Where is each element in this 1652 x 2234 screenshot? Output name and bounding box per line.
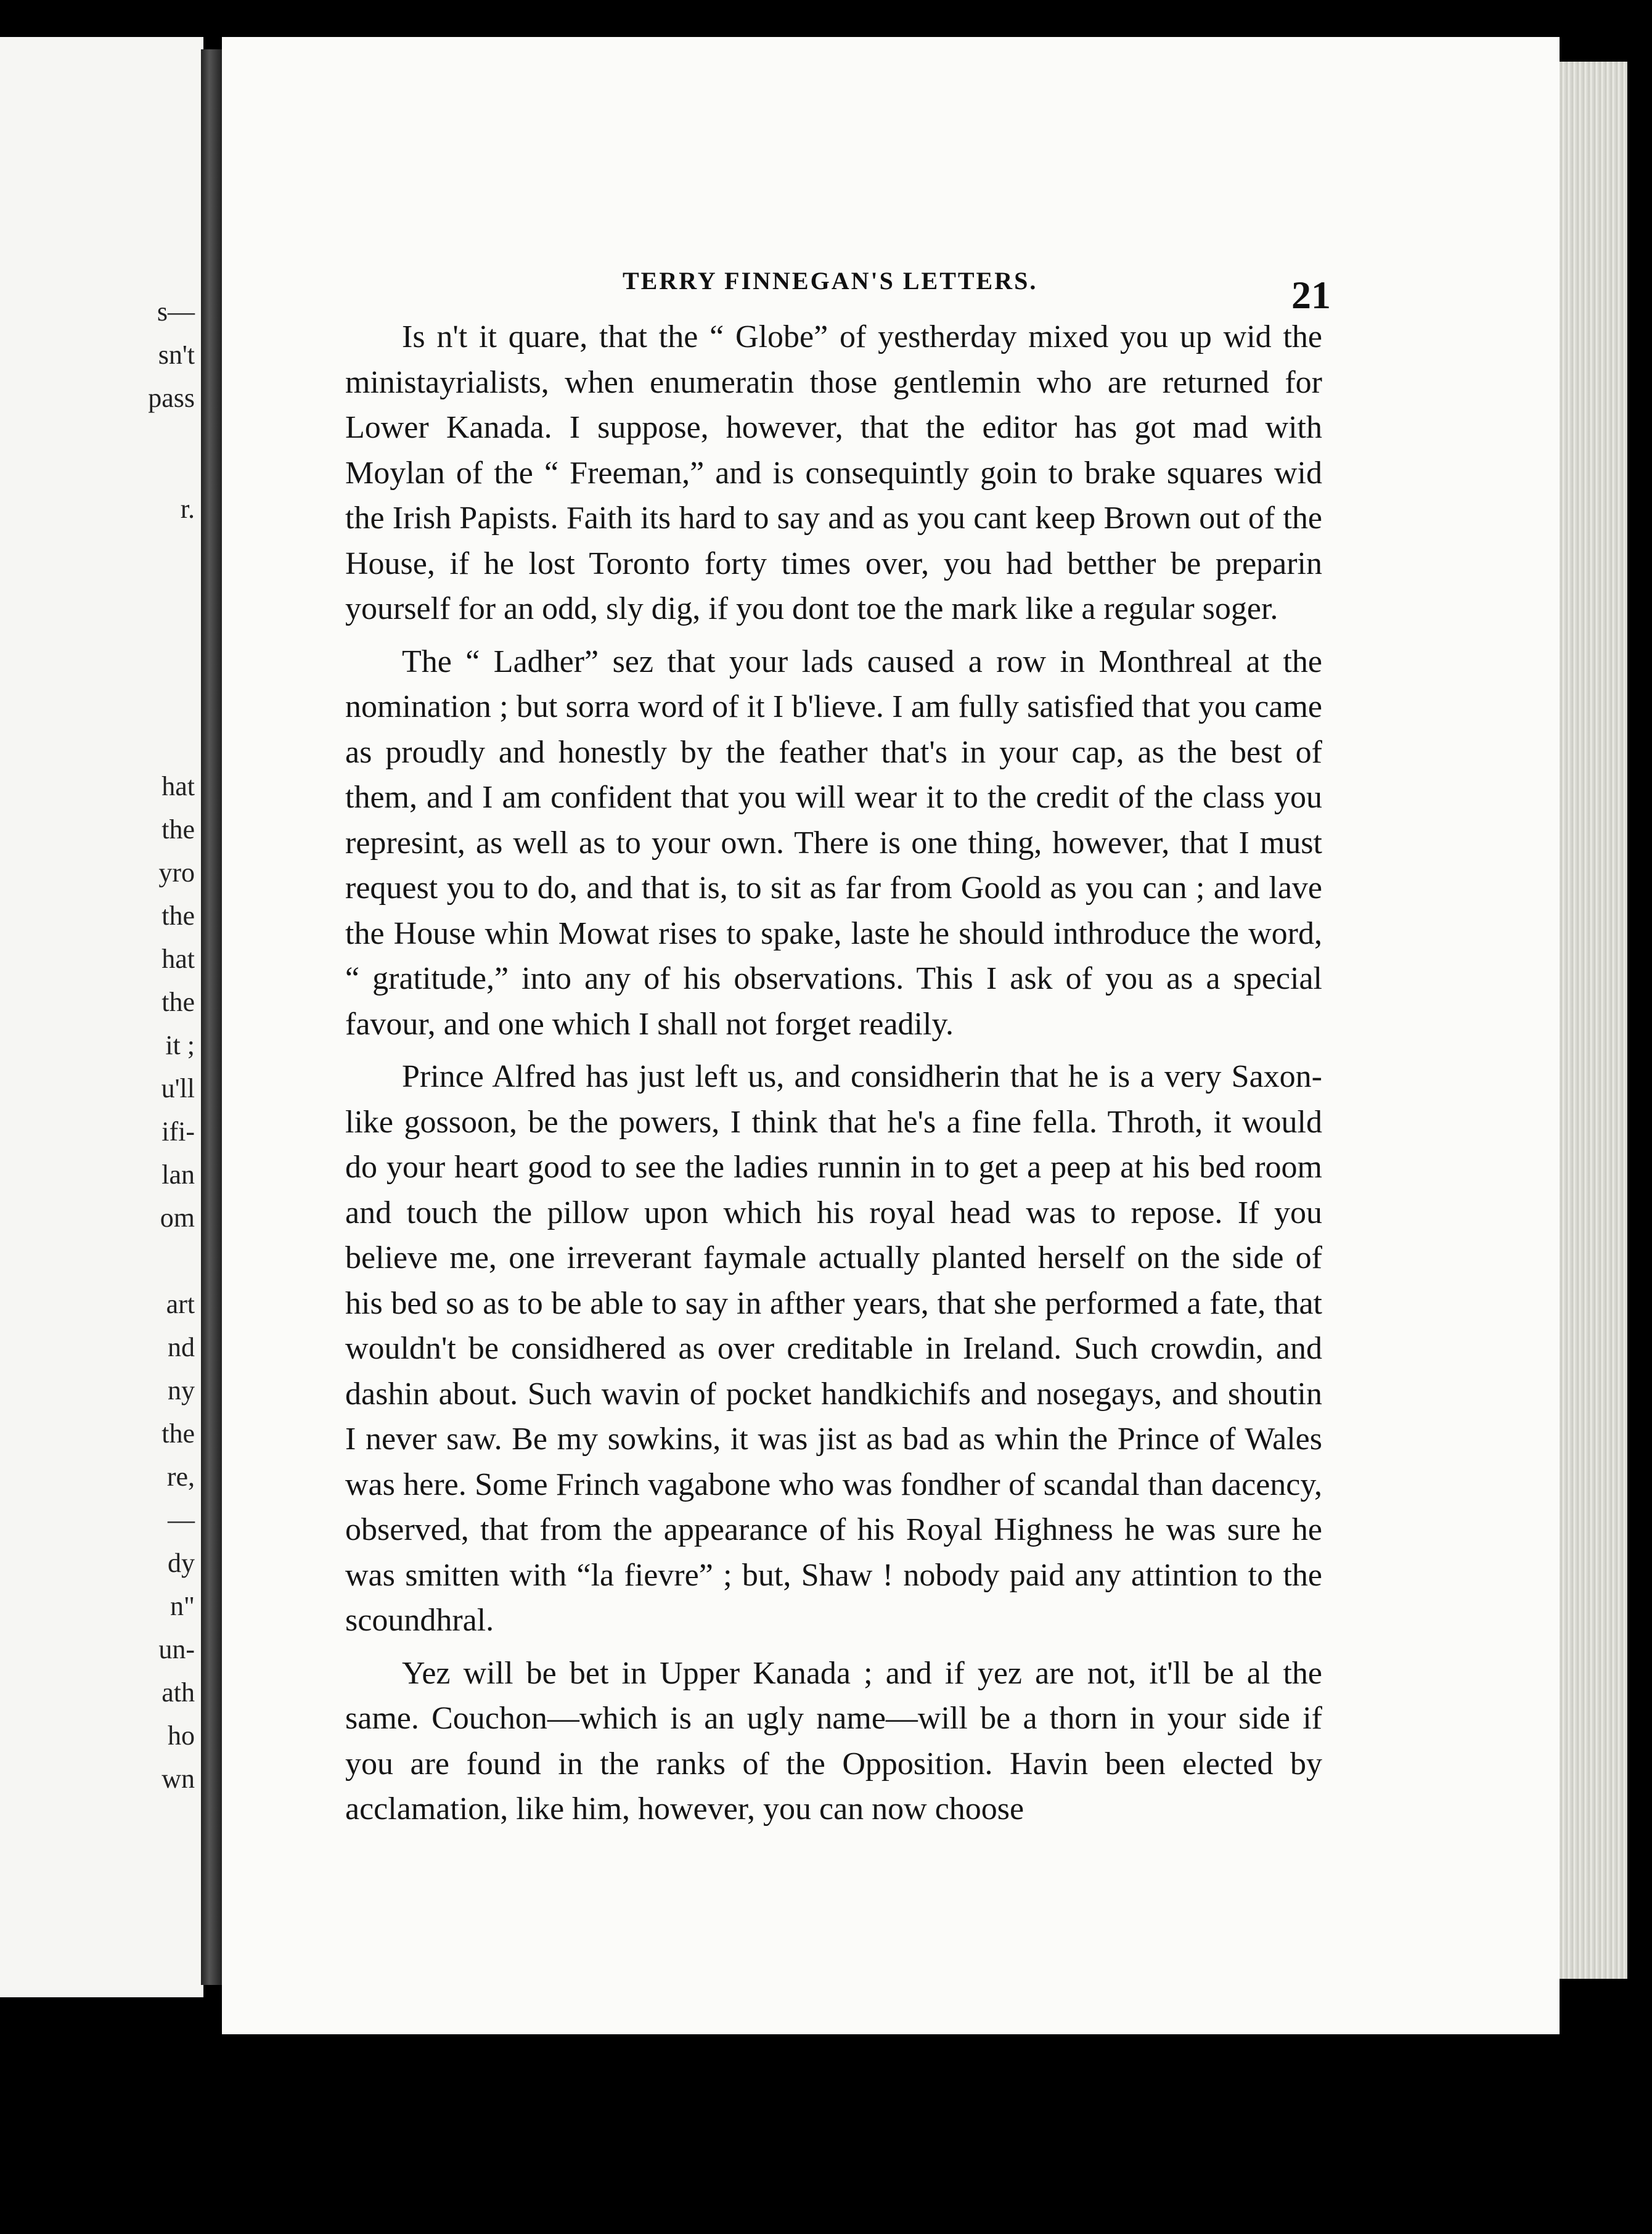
left-page-fragment: n" <box>170 1591 195 1621</box>
left-page-fragment: lan <box>162 1160 195 1190</box>
left-page-fragment: it ; <box>165 1030 195 1060</box>
left-page-fragment: ny <box>168 1375 195 1405</box>
left-page-fragments <box>0 37 203 1997</box>
left-page-fragment: the <box>162 901 195 931</box>
left-page <box>0 37 203 1997</box>
running-head: TERRY FINNEGAN'S LETTERS. <box>623 267 1038 295</box>
body-text <box>345 314 1322 1839</box>
left-page-fragment: ifi- <box>162 1116 195 1147</box>
left-page-fragment: wn <box>162 1764 195 1794</box>
paragraph: Prince Alfred has just left us, and considherin that he is a very Saxon-like gossoon, be the powers, I think that he's a fine fella. Throth, it would do your heart good to see the ladies runnin in to get a peep at his bed room and touch the pillow upon which his royal head was to repose. If you believe me, one irreverant faymale actually planted herself on the side of his bed so as to be able to say in afther years, that she performed a fate, that wouldn't be considhered as over creditable in Ireland. Such crowdin, and dashin about. Such wavin of pocket handkichifs and nosegays, and shoutin I never saw. Be my sowkins, it was jist as bad as whin the Prince of Wales was here. Some Frinch vagabone who was fondher of scandal than dacency, observed, that from the appearance of his Royal Highness he was sure he was smitten with “la fievre” ; but, Shaw ! nobody paid any attintion to the scoundhral. <box>345 1059 1322 1638</box>
left-page-fragment: dy <box>168 1548 195 1578</box>
left-page-fragment: om <box>160 1203 195 1233</box>
left-page-fragment: re, <box>166 1462 195 1492</box>
left-page-fragment: yro <box>158 857 195 888</box>
left-page-fragment: ath <box>162 1677 195 1708</box>
page-number: 21 <box>1291 273 1331 317</box>
left-page-fragment: s— <box>157 297 195 327</box>
left-page-fragment: ho <box>168 1721 195 1751</box>
left-page-fragment: u'll <box>161 1073 195 1103</box>
left-page-fragment: — <box>168 1505 195 1535</box>
left-page-fragment: un- <box>158 1634 195 1664</box>
paragraph: Is n't it quare, that the “ Globe” of yestherday mixed you up wid the ministayrialists, when enumeratin those gentlemin who are returned for Lower Kanada. I suppose, however, that the editor has got mad with Moylan of the “ Freeman,” and is consequintly goin to brake squares wid the Irish Papists. Faith its hard to say and as you cant keep Brown out of the House, if he lost Toronto forty times over, you had betther be preparin yourself for an odd, sly dig, if you dont toe the mark like a regular soger. <box>345 319 1322 626</box>
left-page-fragment: r. <box>180 494 195 524</box>
left-page-fragment: the <box>162 987 195 1017</box>
page-edges <box>1560 62 1627 1979</box>
paragraph: Yez will be bet in Upper Kanada ; and if yez are not, it'll be al the same. Couchon—which is an ugly name—will be a thorn in your side if you are found in the ranks of the Opposition. Havin been elected by acclamation, like him, however, you can now choose <box>345 1655 1322 1827</box>
paragraph: The “ Ladher” sez that your lads caused a row in Monthreal at the nomination ; but sorra word of it I b'lieve. I am fully satisfied that you came as proudly and honestly by the feather that's in your cap, as the best of them, and I am confident that you will wear it to the credit of the class you represint, as well as to your own. There is one thing, however, that I must request you to do, and that is, to sit as far from Goold as you can ; and lave the House whin Mowat rises to spake, laste he should inthroduce the word, “ gratitude,” into any of his observations. This I ask of you as a special favour, and one which I shall not forget readily. <box>345 644 1322 1042</box>
left-page-fragment: pass <box>148 383 195 413</box>
left-page-fragment: the <box>162 814 195 845</box>
left-page-fragment: nd <box>168 1332 195 1362</box>
left-page-fragment: hat <box>162 944 195 974</box>
left-page-fragment: the <box>162 1418 195 1449</box>
left-page-fragment: hat <box>162 771 195 801</box>
book-gutter <box>201 49 222 1985</box>
left-page-fragment: sn't <box>158 340 195 370</box>
left-page-fragment: art <box>166 1289 195 1319</box>
